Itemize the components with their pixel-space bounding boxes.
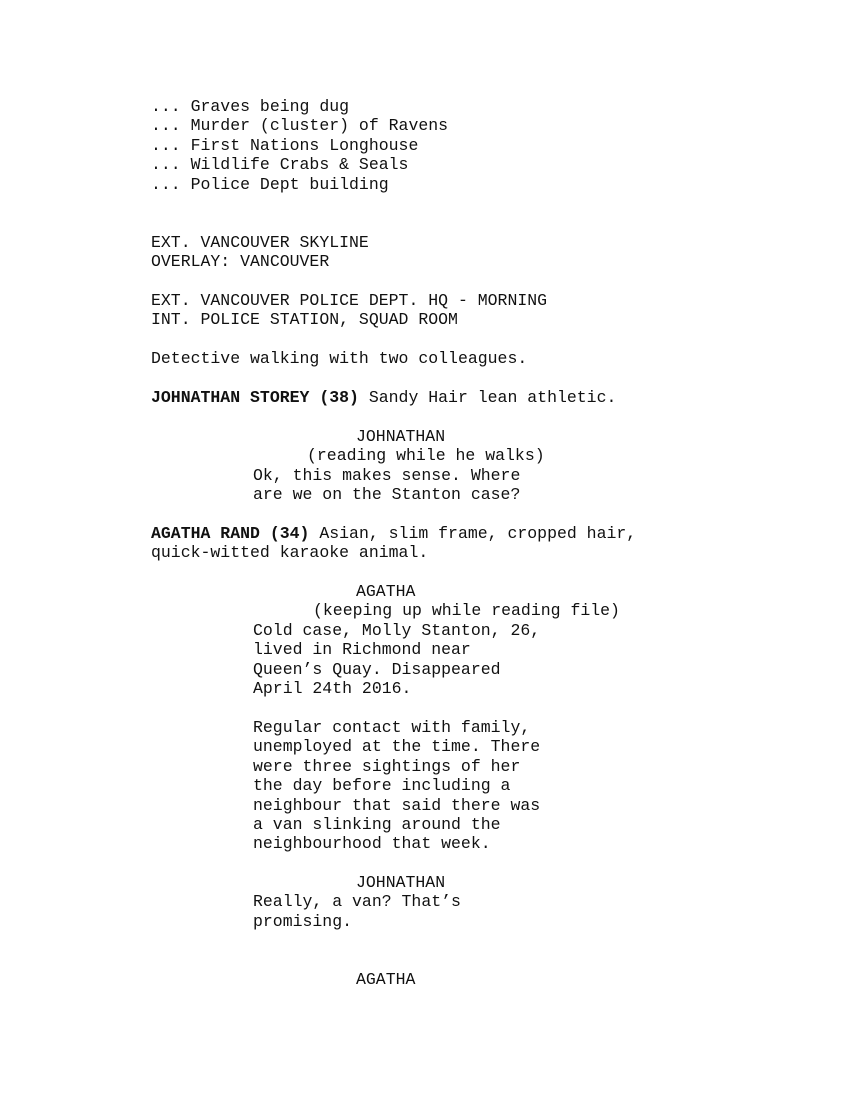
dialogue-line: April 24th 2016. [253,679,412,698]
montage-item: ... First Nations Longhouse [151,135,419,155]
dialogue-line: neighbour that said there was [253,795,541,815]
montage-item: ... Graves being dug [151,97,350,116]
character-intro-desc: quick-witted karaoke animal. [151,543,429,563]
montage-item: ... Murder (cluster) of Ravens [151,116,449,136]
parenthetical: (keeping up while reading file) [313,601,620,621]
dialogue-line: Regular contact with family, [253,718,531,737]
action-line: Detective walking with two colleagues. [151,349,528,368]
montage-item: ... Police Dept building [151,174,389,194]
dialogue-line: are we on the Stanton case? [253,485,521,505]
montage-item: ... Wildlife Crabs & Seals [151,155,409,175]
dialogue-line: the day before including a [253,776,511,796]
overlay-text: OVERLAY: VANCOUVER [151,252,330,272]
parenthetical: (reading while he walks) [307,446,545,466]
dialogue-line: promising. [253,911,353,931]
character-cue: JOHNATHAN [356,873,446,892]
dialogue-line: neighbourhood that week. [253,834,491,854]
character-cue: JOHNATHAN [356,427,446,446]
dialogue-line: were three sightings of her [253,756,521,776]
character-intro-name: AGATHA RAND (34) [151,524,310,543]
character-intro [151,524,636,543]
dialogue-line: Queen’s Quay. Disappeared [253,659,501,679]
scene-heading: INT. POLICE STATION, SQUAD ROOM [151,310,458,330]
character-intro-desc: Sandy Hair lean athletic. [358,388,617,407]
dialogue-line: Cold case, Molly Stanton, 26, [253,620,541,640]
character-intro-desc: Asian, slim frame, cropped hair, [309,524,637,543]
dialogue-line: Really, a van? That’s [253,892,461,912]
character-intro-name: JOHNATHAN STOREY (38) [151,388,359,407]
dialogue-line: lived in Richmond near [253,640,471,660]
dialogue-line: unemployed at the time. There [253,737,541,757]
character-intro [151,388,616,407]
scene-heading: EXT. VANCOUVER POLICE DEPT. HQ - MORNING [151,291,548,310]
character-cue: AGATHA [356,582,416,601]
character-cue: AGATHA [356,970,416,989]
scene-heading: EXT. VANCOUVER SKYLINE [151,233,369,252]
dialogue-line: a van slinking around the [253,815,501,834]
dialogue-line: Ok, this makes sense. Where [253,465,521,485]
